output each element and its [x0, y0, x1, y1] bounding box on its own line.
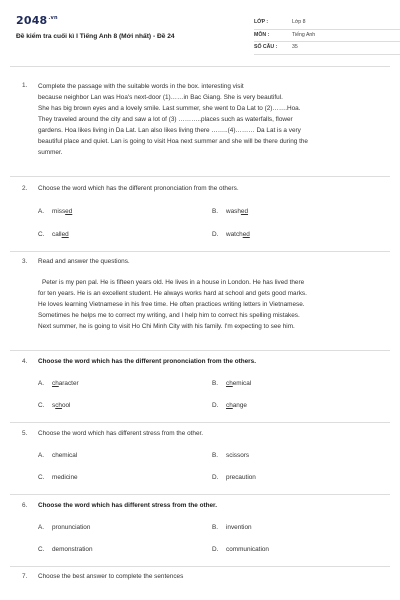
divider: [10, 566, 390, 567]
question-7: [22, 573, 382, 587]
option-text: call: [52, 231, 62, 238]
option-d[interactable]: [212, 402, 247, 411]
option-underline: ed: [61, 231, 69, 238]
passage-line: for ten years. He is an excellent student. He always works hard at school and gets good marks.: [38, 290, 307, 297]
option-c[interactable]: [38, 474, 78, 483]
question-4: [22, 358, 382, 414]
option-b[interactable]: [212, 208, 248, 217]
meta-row-count: [254, 42, 400, 55]
divider: [10, 350, 390, 351]
option-underline: ed: [240, 208, 249, 215]
passage-line: He loves learning Vietnamese in his free time. He often practices writing letters in Vietnamese.: [38, 301, 305, 308]
option-text: precaution: [226, 474, 256, 481]
option-d[interactable]: [212, 546, 269, 555]
option-underline: ed: [242, 231, 250, 238]
option-underline: ch: [55, 402, 62, 409]
option-text: aracter: [58, 380, 79, 387]
option-letter: B.: [212, 524, 219, 531]
option-c[interactable]: [38, 546, 93, 555]
option-a[interactable]: [38, 380, 79, 389]
question-line: She has big brown eyes and a lovely smile. Last summer, she went to Da Lat to (2)…….Hoa.: [38, 105, 301, 112]
logo-suffix: .vn: [48, 15, 58, 22]
option-underline: ch: [226, 380, 233, 387]
question-number: 6.: [22, 502, 28, 509]
meta-label: SỐ CÂU :: [254, 44, 278, 51]
option-text: wash: [226, 208, 241, 215]
option-letter: C.: [38, 402, 45, 409]
question-3: [22, 258, 382, 342]
option-text: chemical: [52, 452, 78, 459]
question-line: beautiful place and quiet. Lan is going to visit Hoa next summer and she will be there during the: [38, 138, 308, 145]
option-b[interactable]: [212, 452, 249, 461]
option-text: communication: [226, 546, 269, 553]
question-number: 1.: [22, 82, 28, 89]
option-text: scissors: [226, 452, 250, 459]
exam-title: Đề kiểm tra cuối kì I Tiếng Anh 8 (Mới nhất) - Đề 24: [16, 33, 175, 40]
question-text: Read and answer the questions.: [38, 258, 130, 265]
option-letter: B.: [212, 208, 219, 215]
option-c[interactable]: [38, 402, 70, 411]
option-text: pronunciation: [52, 524, 91, 531]
option-text: s: [52, 402, 56, 409]
option-underline: ch: [226, 402, 233, 409]
option-letter: B.: [212, 452, 219, 459]
divider: [10, 494, 390, 495]
option-letter: D.: [212, 231, 219, 238]
option-text: demonstration: [52, 546, 93, 553]
option-d[interactable]: [212, 474, 256, 483]
divider: [10, 66, 390, 67]
option-letter: A.: [38, 524, 45, 531]
question-line: because neighbor Lan was Hoa's next-door (1)……in Bac Giang. She is very beautiful.: [38, 94, 283, 101]
option-underline: ch: [52, 380, 59, 387]
option-b[interactable]: [212, 380, 251, 389]
question-number: 7.: [22, 573, 28, 580]
option-c[interactable]: [38, 231, 69, 240]
question-line: summer.: [38, 149, 63, 156]
option-text: invention: [226, 524, 252, 531]
option-letter: C.: [38, 474, 45, 481]
passage-line: Peter is my pen pal. He is fifteen years old. He lives in a house in London. He has lived there: [42, 279, 305, 286]
option-a[interactable]: [38, 208, 72, 217]
exam-meta-table: [254, 17, 400, 55]
logo-text: 2048: [16, 14, 48, 27]
page-header: [16, 10, 386, 58]
divider: [10, 251, 390, 252]
option-text: medicine: [52, 474, 78, 481]
question-6: [22, 502, 382, 558]
option-letter: A.: [38, 380, 45, 387]
option-b[interactable]: [212, 524, 252, 533]
passage-line: Sometimes he helps me to correct my writing, and I help him to correct his spelling mistakes.: [38, 312, 300, 319]
divider: [10, 176, 390, 177]
question-number: 3.: [22, 258, 28, 265]
option-text: ool: [61, 402, 71, 409]
option-letter: D.: [212, 546, 219, 553]
meta-label: LỚP :: [254, 19, 269, 26]
option-letter: D.: [212, 402, 219, 409]
option-letter: C.: [38, 546, 45, 553]
divider: [10, 422, 390, 423]
option-text: miss: [52, 208, 66, 215]
question-text: Choose the best answer to complete the sentences: [38, 573, 184, 580]
option-letter: A.: [38, 452, 45, 459]
question-text: Choose the word which has different stress from the other.: [38, 502, 217, 509]
meta-row-subject: [254, 30, 400, 43]
meta-label: MÔN :: [254, 31, 270, 38]
question-number: 2.: [22, 185, 28, 192]
option-letter: C.: [38, 231, 45, 238]
option-a[interactable]: [38, 452, 77, 461]
question-line: gardens. Hoa likes living in Da Lat. Lan also likes living there ……..(4)……… Da Lat is a very: [38, 127, 301, 134]
meta-value: 35: [292, 44, 298, 51]
question-number: 5.: [22, 430, 28, 437]
question-text: Choose the word which has the different prononciation from the others.: [38, 185, 239, 192]
site-logo[interactable]: [16, 14, 58, 29]
option-letter: A.: [38, 208, 45, 215]
option-letter: D.: [212, 474, 219, 481]
option-text: watch: [226, 231, 243, 238]
question-line: They traveled around the city and saw a lot of (3) ………..places such as waterfalls, flower: [38, 116, 293, 123]
option-a[interactable]: [38, 524, 90, 533]
meta-row-class: [254, 17, 400, 30]
question-5: [22, 430, 382, 486]
option-d[interactable]: [212, 231, 250, 240]
option-text: ange: [232, 402, 247, 409]
question-text: Choose the word which has different stress from the other.: [38, 430, 204, 437]
meta-value: Tiếng Anh: [292, 31, 316, 38]
question-line: Complete the passage with the suitable words in the box. interesting visit: [38, 83, 244, 90]
option-letter: B.: [212, 380, 219, 387]
option-underline: ed: [65, 208, 73, 215]
question-1: [22, 82, 382, 166]
meta-value: Lớp 8: [292, 19, 306, 26]
question-text: Choose the word which has the different prononciation from the others.: [38, 358, 257, 365]
question-2: [22, 185, 382, 245]
question-number: 4.: [22, 358, 28, 365]
option-text: emical: [232, 380, 252, 387]
passage-line: Next summer, he is going to visit Ho Chi Minh City with his family. I'm expecting to see him.: [38, 323, 295, 330]
